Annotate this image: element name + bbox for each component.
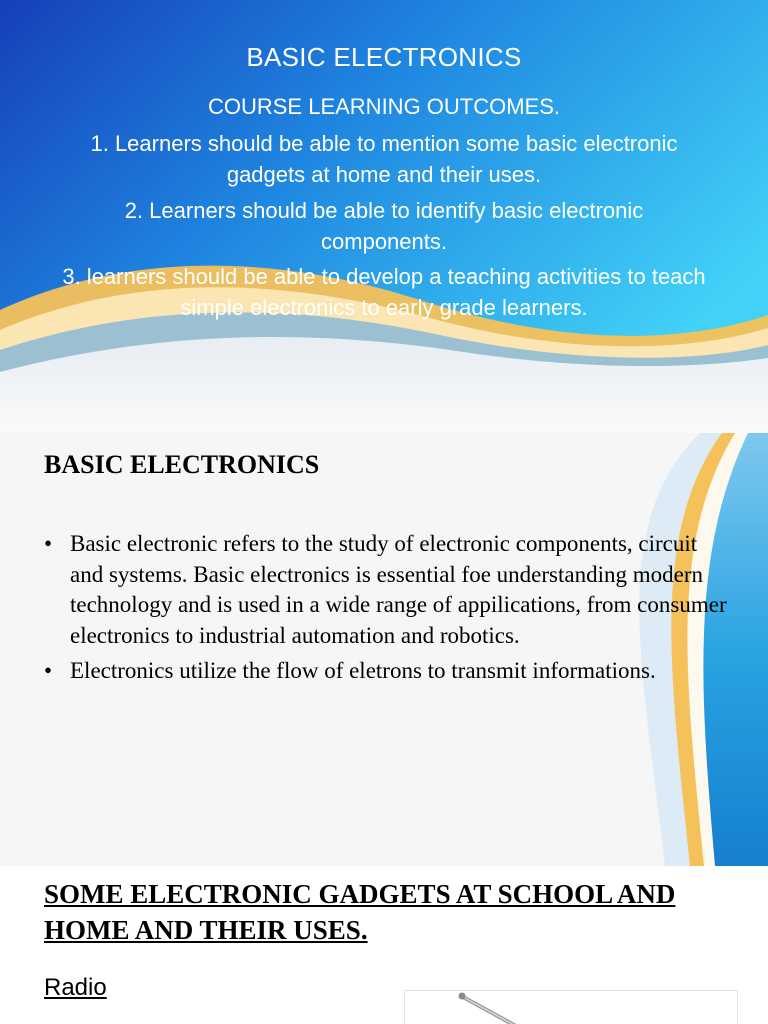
bullet-text: Basic electronic refers to the study of electronic components, circuit and systems. Basic electronics is essential foe understanding modern technology and is used in a wide range of appilications, from consumer electronics to industrial automation and robotics. [70,531,727,648]
slide-1-subtitle: COURSE LEARNING OUTCOMES. [207,94,561,119]
bullet-text: Electronics utilize the flow of eletrons to transmit informations. [70,658,656,683]
slide-3-title: SOME ELECTRONIC GADGETS AT SCHOOL AND HOME AND THEIR USES. [44,879,676,945]
slide-1 [0,0,768,433]
outcome-1: 1. Learners should be able to mention some basic electronic gadgets at home and their uses. [90,131,678,187]
list-item [44,656,734,687]
radio-heading: Radio [44,974,107,1001]
outcome-3: 3. learners should be able to develop a teaching activities to teach simple electronics to early grade learners. [62,264,706,320]
bullet-icon: • [44,658,53,683]
radio-image [404,990,738,1024]
slide-2 [0,433,768,866]
outcome-2: 2. Learners should be able to identify basic electronic components. [124,198,644,254]
slide-2-bullet-list [44,529,734,692]
radio-antenna-icon [405,991,739,1024]
list-item [44,529,734,651]
slide-1-title: BASIC ELECTRONICS [246,42,522,72]
slide-3 [0,866,768,1024]
bullet-icon: • [44,531,53,556]
slide-2-title: BASIC ELECTRONICS [44,450,320,479]
